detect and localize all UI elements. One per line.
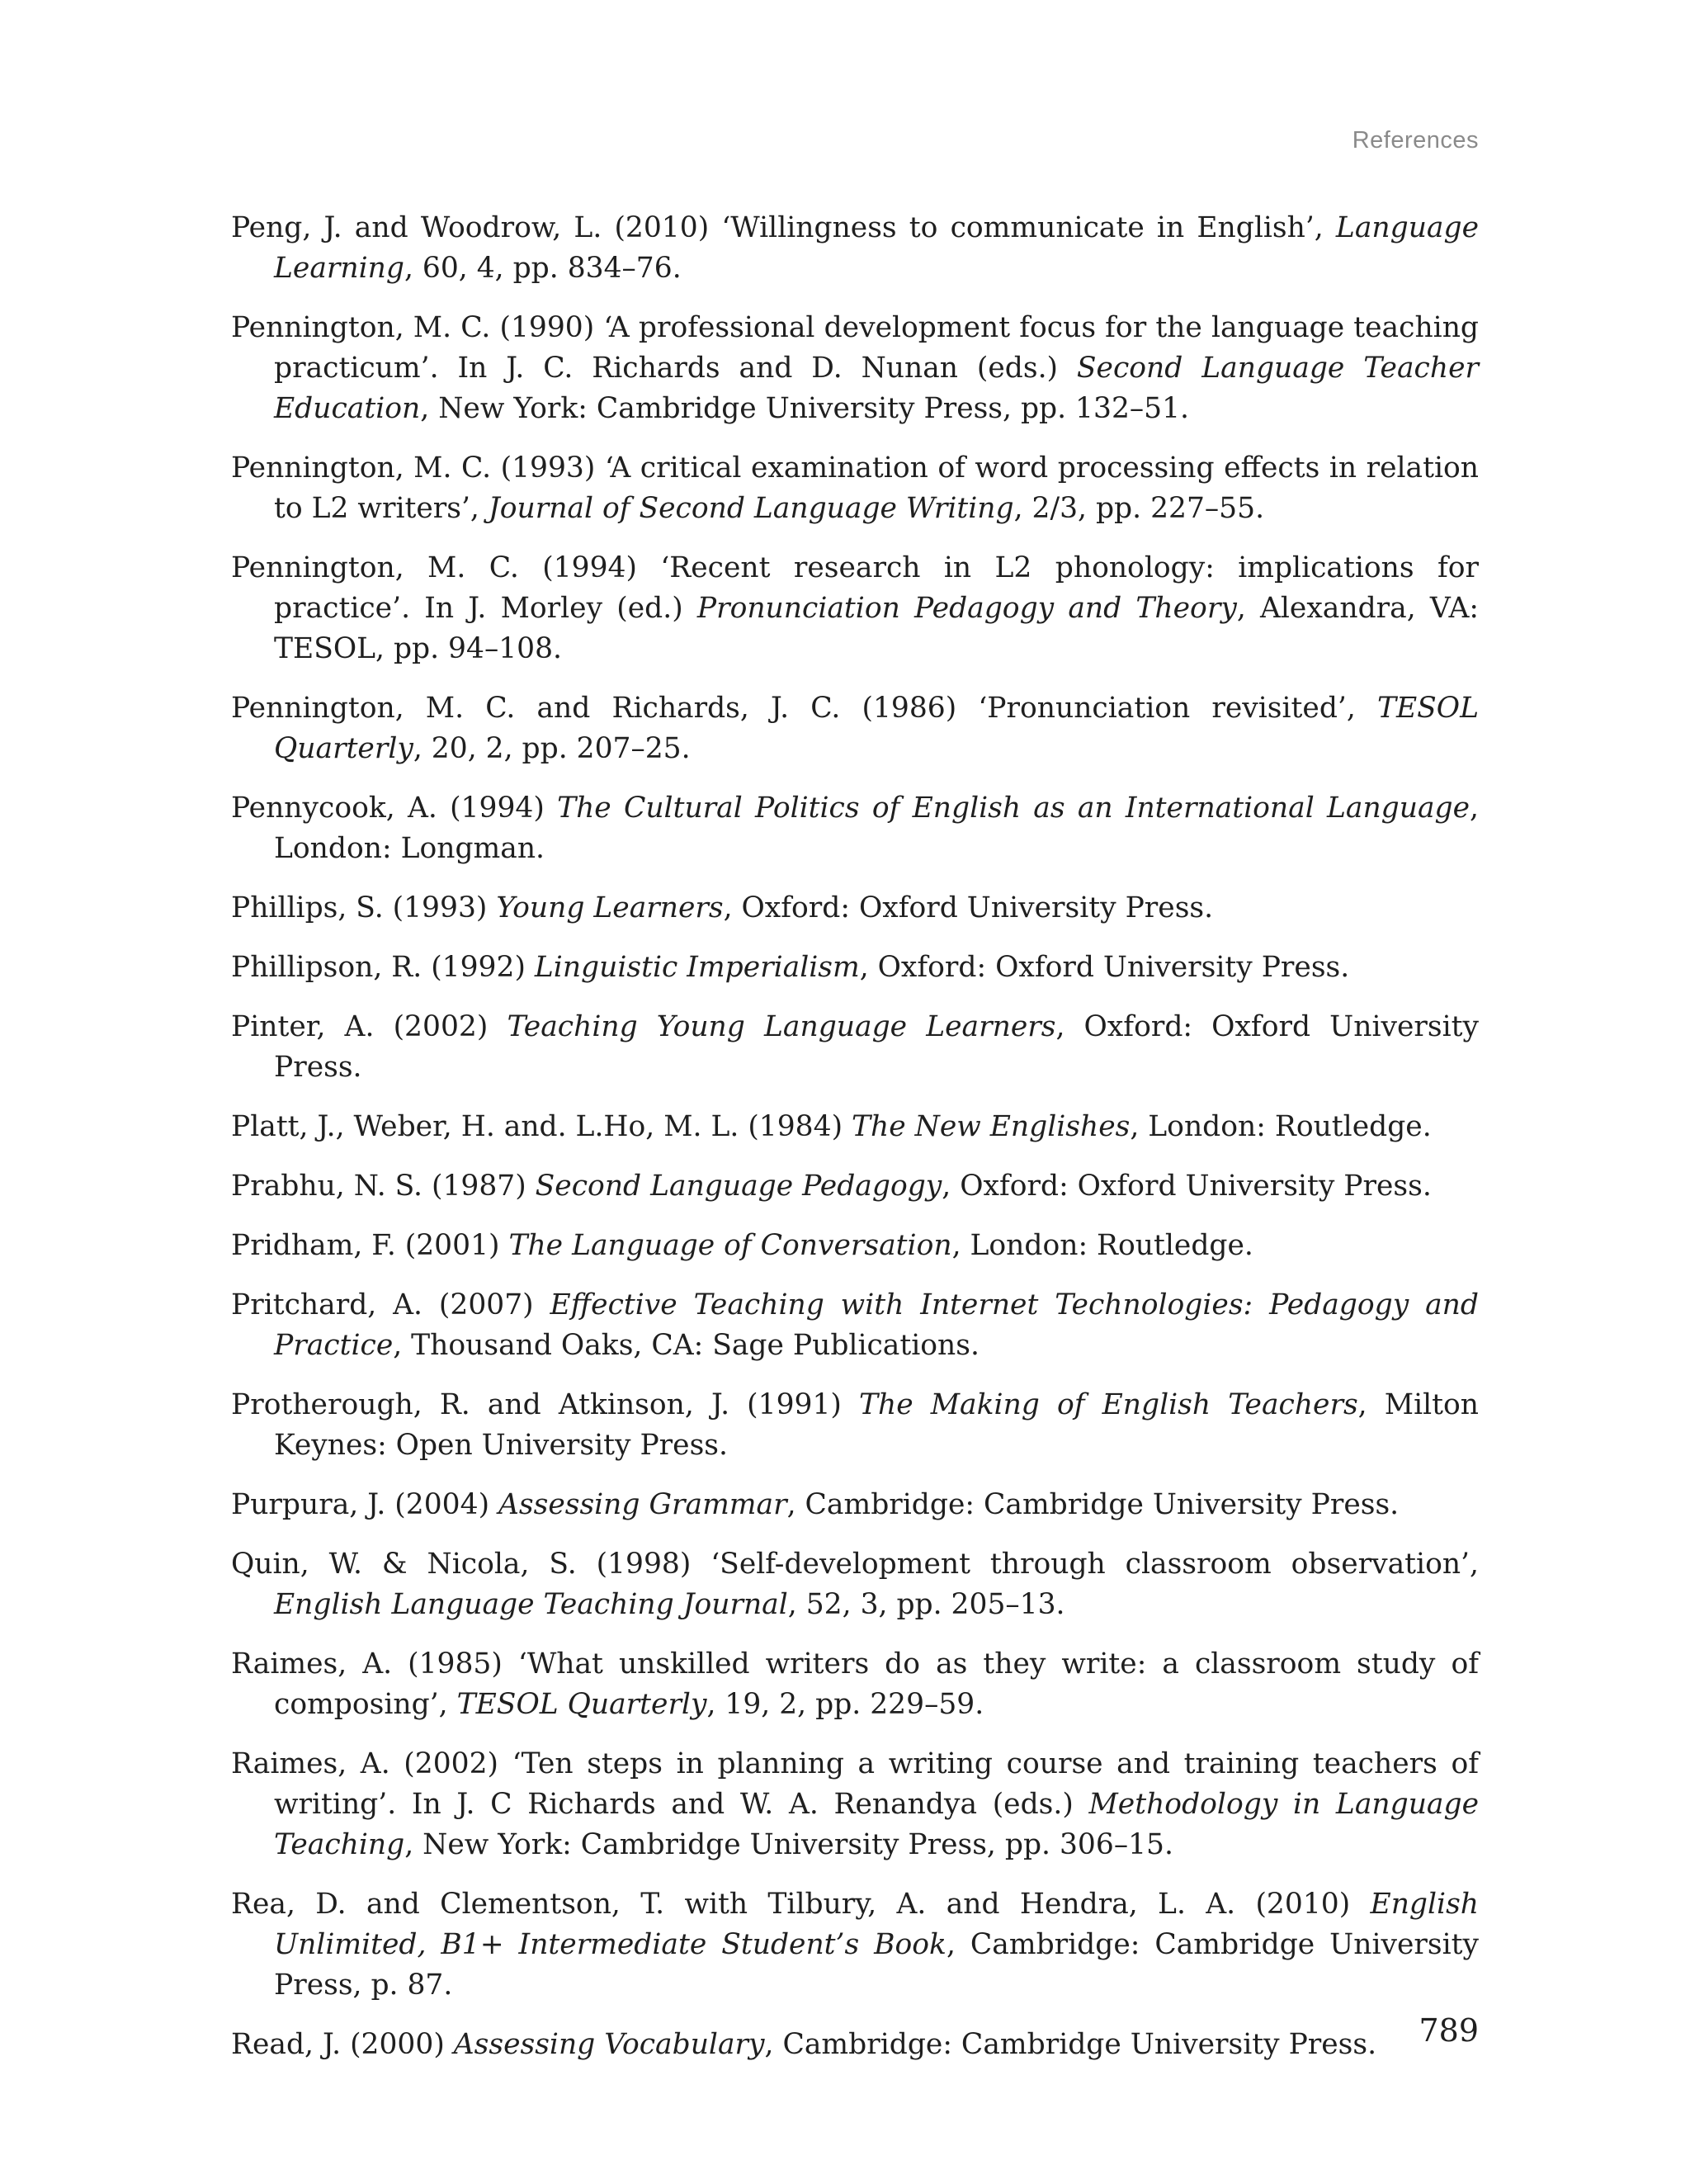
reference-title: TESOL Quarterly: [456, 1688, 707, 1721]
running-head: References: [1352, 127, 1479, 154]
reference-citation: Pritchard, A. (2007): [231, 1288, 550, 1321]
reference-title: The New Englishes: [852, 1110, 1131, 1143]
reference-publication: , 19, 2, pp. 229–59.: [706, 1688, 984, 1721]
reference-citation: Pinter, A. (2002): [231, 1010, 507, 1043]
reference-entry: [231, 1226, 1479, 1266]
reference-title: Assessing Grammar: [498, 1488, 787, 1521]
reference-publication: , Thousand Oaks, CA: Sage Publications.: [393, 1329, 980, 1362]
reference-citation: Prabhu, N. S. (1987): [231, 1170, 536, 1203]
reference-entry: [231, 1544, 1479, 1625]
reference-publication: , Oxford: Oxford University Press.: [274, 1010, 1480, 1084]
reference-citation: Pennington, M. C. and Richards, J. C. (1986) ‘Pronunciation revisited’,: [231, 692, 1377, 725]
reference-title: The Cultural Politics of English as an International Language: [557, 792, 1470, 825]
reference-citation: Pennington, M. C. (1993) ‘A critical examination of word processing effects in relation to L2 writers’,: [231, 451, 1479, 525]
reference-entry: [231, 1884, 1479, 2006]
reference-entry: [231, 2025, 1479, 2065]
reference-publication: , 20, 2, pp. 207–25.: [413, 732, 691, 765]
reference-entry: [231, 1644, 1479, 1725]
reference-publication: , Cambridge: Cambridge University Press, p. 87.: [274, 1928, 1479, 2002]
reference-entry: [231, 888, 1479, 929]
reference-publication: , 52, 3, pp. 205–13.: [787, 1588, 1065, 1621]
reference-publication: , New York: Cambridge University Press, pp. 306–15.: [404, 1828, 1173, 1861]
reference-entry: [231, 1385, 1479, 1466]
reference-title: Journal of Second Language Writing: [488, 492, 1014, 525]
reference-publication: , 60, 4, pp. 834–76.: [404, 252, 682, 285]
reference-publication: , Milton Keynes: Open University Press.: [274, 1388, 1479, 1462]
reference-citation: Purpura, J. (2004): [231, 1488, 498, 1521]
reference-entry: [231, 788, 1479, 869]
reference-publication: , London: Longman.: [274, 792, 1480, 865]
reference-title: Young Learners: [496, 891, 724, 924]
reference-citation: Read, J. (2000): [231, 2028, 454, 2061]
reference-title: Second Language Teacher Education: [274, 352, 1479, 425]
reference-entry: [231, 688, 1479, 769]
reference-entry: [231, 208, 1479, 289]
page-number: 789: [1419, 2012, 1479, 2049]
reference-publication: , Cambridge: Cambridge University Press.: [764, 2028, 1377, 2061]
reference-entry: [231, 1485, 1479, 1525]
reference-title: Effective Teaching with Internet Technologies: Pedagogy and Practice: [274, 1288, 1479, 1362]
reference-title: Teaching Young Language Learners: [507, 1010, 1056, 1043]
reference-title: Second Language Pedagogy: [535, 1170, 942, 1203]
reference-entry: [231, 308, 1479, 429]
reference-list: [231, 208, 1479, 2084]
reference-publication: , Alexandra, VA: TESOL, pp. 94–108.: [274, 592, 1479, 665]
reference-citation: Quin, W. & Nicola, S. (1998) ‘Self-development through classroom observation’,: [231, 1548, 1479, 1581]
reference-title: Language Learning: [274, 211, 1479, 285]
reference-citation: Phillipson, R. (1992): [231, 951, 535, 984]
reference-publication: , 2/3, pp. 227–55.: [1013, 492, 1265, 525]
reference-publication: , Oxford: Oxford University Press.: [859, 951, 1350, 984]
reference-title: English Language Teaching Journal: [274, 1588, 788, 1621]
reference-citation: Protherough, R. and Atkinson, J. (1991): [231, 1388, 859, 1421]
reference-citation: Pennycook, A. (1994): [231, 792, 558, 825]
reference-title: English Unlimited, B1+ Intermediate Student’s Book: [274, 1888, 1479, 1961]
reference-citation: Raimes, A. (2002) ‘Ten steps in planning a writing course and training teachers of writing’. In J. C Richards and W. A. Renandya (eds.): [231, 1747, 1479, 1821]
reference-citation: Phillips, S. (1993): [231, 891, 497, 924]
reference-citation: Pennington, M. C. (1994) ‘Recent research in L2 phonology: implications for practice’. In J. Morley (ed.): [231, 551, 1479, 625]
reference-publication: , Oxford: Oxford University Press.: [942, 1170, 1432, 1203]
reference-citation: Platt, J., Weber, H. and. L.Ho, M. L. (1984): [231, 1110, 852, 1143]
reference-entry: [231, 548, 1479, 669]
reference-title: The Language of Conversation: [508, 1229, 952, 1262]
reference-title: Linguistic Imperialism: [534, 951, 860, 984]
reference-citation: Pennington, M. C. (1990) ‘A professional development focus for the language teaching practicum’. In J. C. Richards and D. Nunan (eds.): [231, 311, 1479, 385]
reference-publication: , Oxford: Oxford University Press.: [723, 891, 1214, 924]
reference-title: TESOL Quarterly: [274, 692, 1479, 765]
reference-citation: Pridham, F. (2001): [231, 1229, 509, 1262]
reference-title: The Making of English Teachers: [858, 1388, 1358, 1421]
reference-citation: Rea, D. and Clementson, T. with Tilbury, A. and Hendra, L. A. (2010): [231, 1888, 1371, 1921]
reference-publication: , Cambridge: Cambridge University Press.: [786, 1488, 1400, 1521]
reference-entry: [231, 948, 1479, 988]
reference-publication: , London: Routledge.: [951, 1229, 1253, 1262]
reference-entry: [231, 1285, 1479, 1366]
reference-citation: Raimes, A. (1985) ‘What unskilled writers do as they write: a classroom study of composing’,: [231, 1647, 1479, 1721]
reference-citation: Peng, J. and Woodrow, L. (2010) ‘Willingness to communicate in English’,: [231, 211, 1336, 244]
reference-publication: , New York: Cambridge University Press, pp. 132–51.: [420, 392, 1190, 425]
reference-title: Methodology in Language Teaching: [274, 1788, 1479, 1861]
reference-entry: [231, 1166, 1479, 1207]
reference-entry: [231, 1007, 1479, 1088]
reference-title: Pronunciation Pedagogy and Theory: [696, 592, 1237, 625]
reference-title: Assessing Vocabulary: [453, 2028, 765, 2061]
reference-entry: [231, 1107, 1479, 1147]
reference-publication: , London: Routledge.: [1130, 1110, 1432, 1143]
reference-entry: [231, 1744, 1479, 1865]
reference-entry: [231, 448, 1479, 529]
